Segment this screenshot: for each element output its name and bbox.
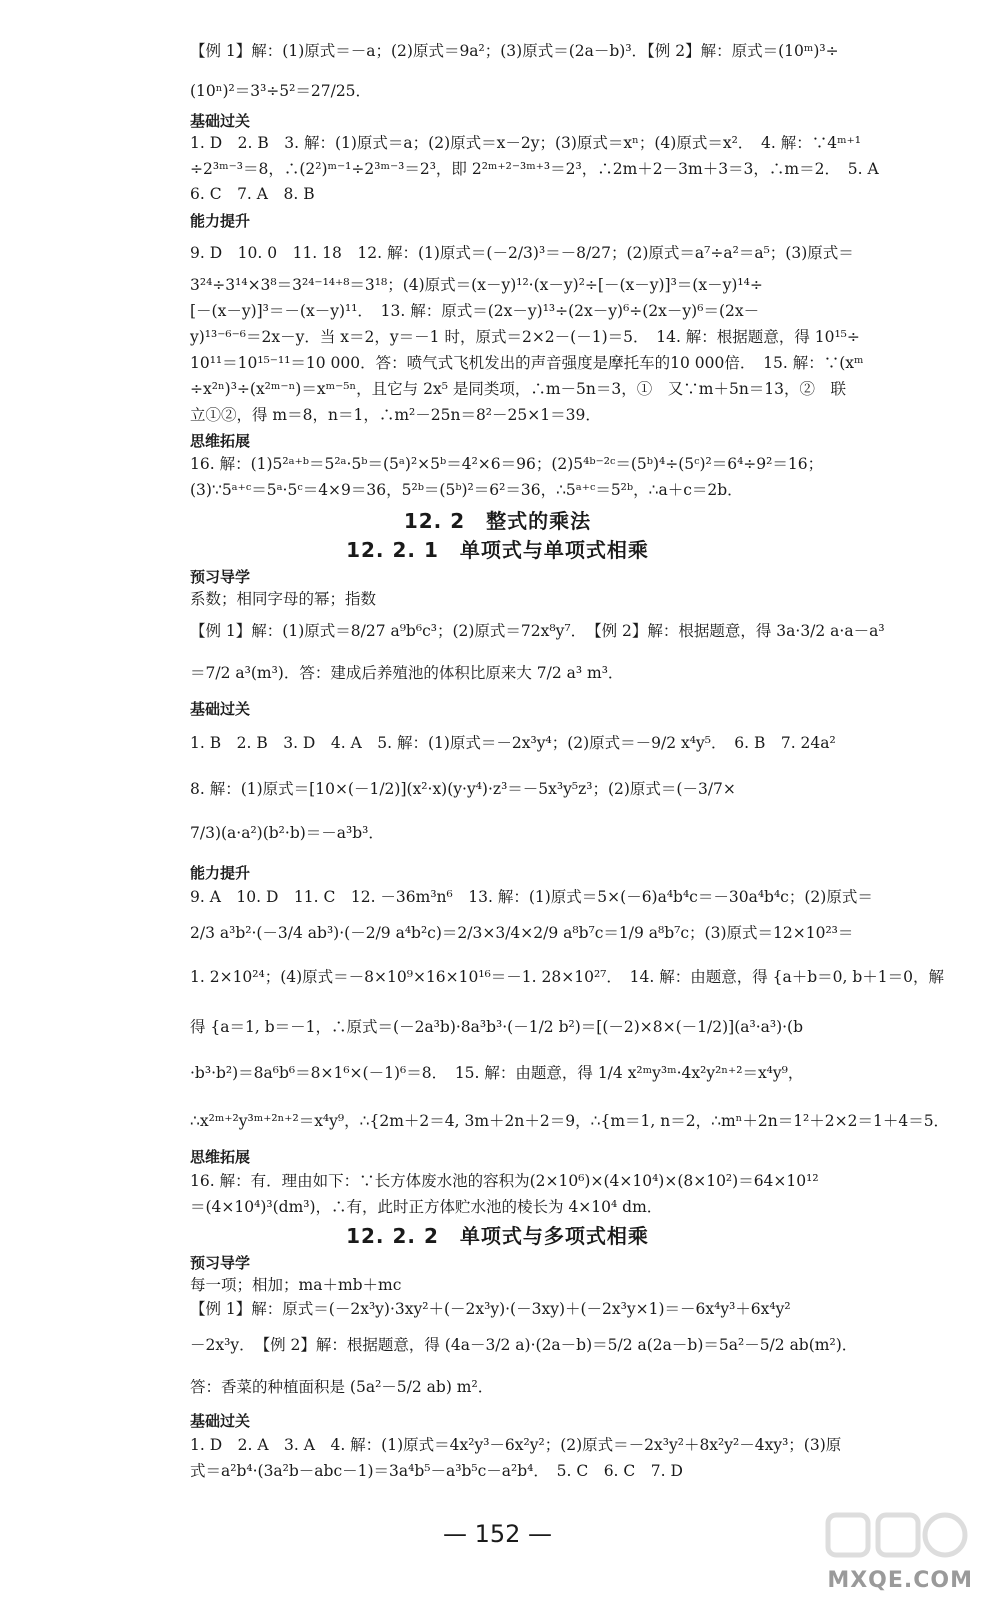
text-line: 3²⁴÷3¹⁴×3⁸＝3²⁴⁻¹⁴⁺⁸＝3¹⁸；(4)原式＝(x－y)¹²·(x－y)²÷[－(x－y)]³＝(x－y)¹⁴÷ bbox=[190, 276, 763, 294]
text-line: ＝(4×10⁴)³(dm³)，∴有，此时正方体贮水池的棱长为 4×10⁴ dm． bbox=[190, 1198, 663, 1216]
section-head: 思维拓展 bbox=[190, 1148, 251, 1166]
text-line: 【例 1】解：原式＝(－2x³y)·3xy²＋(－2x³y)·(－3xy)＋(－2x³y×1)＝－6x⁴y³＋6x⁴y² bbox=[190, 1300, 791, 1318]
section-head: 预习导学 bbox=[190, 1254, 251, 1272]
section-head: 基础过关 bbox=[190, 700, 251, 718]
section-title: 12. 2 整式的乘法 bbox=[403, 509, 592, 533]
text-line: 16. 解：(1)5²ᵃ⁺ᵇ＝5²ᵃ·5ᵇ＝(5ᵃ)²×5ᵇ＝4²×6＝96；(2)5⁴ᵇ⁻²ᶜ＝(5ᵇ)⁴÷(5ᶜ)²＝6⁴÷9²＝16； bbox=[190, 455, 824, 473]
text-line: (3)∵5ᵃ⁺ᶜ＝5ᵃ·5ᶜ＝4×9＝36，5²ᵇ＝(5ᵇ)²＝6²＝36，∴5ᵃ⁺ᶜ＝5²ᵇ，∴a＋c＝2b． bbox=[190, 481, 743, 499]
text-line: 6. C 7. A 8. B bbox=[190, 185, 315, 203]
subsection-title: 12. 2. 2 单项式与多项式相乘 bbox=[346, 1224, 649, 1248]
text-line: 2/3 a³b²·(－3/4 ab³)·(－2/9 a⁴b²c)＝2/3×3/4×2/9 a⁸b⁷c＝1/9 a⁸b⁷c；(3)原式＝12×10²³＝ bbox=[190, 924, 854, 942]
section-head: 能力提升 bbox=[190, 212, 251, 230]
text-line: ÷2³ᵐ⁻³＝8，∴(2²)ᵐ⁻¹÷2³ᵐ⁻³＝2³，即 2²ᵐ⁺²⁻³ᵐ⁺³＝2³，∴2m＋2－3m＋3＝3，∴m＝2． 5. A bbox=[190, 160, 879, 178]
subsection-title: 12. 2. 1 单项式与单项式相乘 bbox=[346, 538, 649, 562]
text-line: 系数；相同字母的幂；指数 bbox=[190, 590, 377, 608]
text-line: [－(x－y)]³＝－(x－y)¹¹． 13. 解：原式＝(2x－y)¹³÷(2x－y)⁶÷(2x－y)⁶＝(2x－ bbox=[190, 302, 760, 320]
text-line: －2x³y． 【例 2】解：根据题意，得 (4a－3/2 a)·(2a－b)＝5/2 a(2a－b)＝5a²－5/2 ab(m²)． bbox=[190, 1336, 858, 1354]
text-line: 1. B 2. B 3. D 4. A 5. 解：(1)原式＝－2x³y⁴；(2)原式＝－9/2 x⁴y⁵． 6. B 7. 24a² bbox=[190, 734, 836, 752]
section-head: 预习导学 bbox=[190, 568, 251, 586]
text-line: 式＝a²b⁴·(3a²b－abc－1)＝3a⁴b⁵－a³b⁵c－a²b⁴． 5. C 6. C 7. D bbox=[190, 1462, 683, 1480]
text-line: 【例 1】解：(1)原式＝8/27 a⁹b⁶c³；(2)原式＝72x⁸y⁷． 【例 2】解：根据题意，得 3a·3/2 a·a－a³ bbox=[190, 622, 885, 640]
text-line: (10ⁿ)²＝3³÷5²＝27/25． bbox=[190, 82, 372, 100]
section-head: 思维拓展 bbox=[190, 432, 251, 450]
text-line: 得 {a＝1, b＝－1，∴原式＝(－2a³b)·8a³b³·(－1/2 b²)＝[(－2)×8×(－1/2)](a³·a³)·(b bbox=[190, 1018, 804, 1036]
text-line: 8. 解：(1)原式＝[10×(－1/2)](x²·x)(y·y⁴)·z³＝－5x³y⁵z³；(2)原式＝(－3/7× bbox=[190, 780, 736, 798]
section-head: 能力提升 bbox=[190, 864, 251, 882]
text-line: 每一项；相加；ma＋mb＋mc bbox=[190, 1276, 402, 1294]
text-line: y)¹³⁻⁶⁻⁶＝2x－y．当 x＝2，y＝－1 时，原式＝2×2－(－1)＝5． 14. 解：根据题意，得 10¹⁵÷ bbox=[190, 328, 860, 346]
section-head: 基础过关 bbox=[190, 112, 251, 130]
text-line: ·b³·b²)＝8a⁶b⁶＝8×1⁶×(－1)⁶＝8． 15. 解：由题意，得 1/4 x²ᵐy³ᵐ·4x²y²ⁿ⁺²＝x⁴y⁹， bbox=[190, 1064, 804, 1082]
page-number: — 152 — bbox=[442, 1520, 553, 1548]
text-line: 16. 解：有．理由如下：∵长方体废水池的容积为(2×10⁶)×(4×10⁴)×(8×10²)＝64×10¹² bbox=[190, 1172, 819, 1190]
text-line: 1. D 2. B 3. 解：(1)原式＝a；(2)原式＝x－2y；(3)原式＝xⁿ；(4)原式＝x²． 4. 解：∵4ᵐ⁺¹ bbox=[190, 134, 862, 152]
text-line: 立①②，得 m＝8，n＝1，∴m²－25n＝8²－25×1＝39． bbox=[190, 406, 601, 424]
text-line: 10¹¹＝10¹⁵⁻¹¹＝10 000．答：喷气式飞机发出的声音强度是摩托车的10 000倍． 15. 解：∵(xᵐ bbox=[190, 354, 864, 372]
text-line: 【例 1】解：(1)原式＝－a；(2)原式＝9a²；(3)原式＝(2a－b)³．【例 2】解：原式＝(10ᵐ)³÷ bbox=[190, 42, 839, 60]
text-line: 1. 2×10²⁴；(4)原式＝－8×10⁹×16×10¹⁶＝－1. 28×10²⁷． 14. 解：由题意，得 {a＋b＝0, b＋1＝0，解 bbox=[190, 968, 945, 986]
section-head: 基础过关 bbox=[190, 1412, 251, 1430]
text-line: ＝7/2 a³(m³)．答：建成后养殖池的体积比原来大 7/2 a³ m³． bbox=[190, 664, 624, 682]
text-line: ÷x²ⁿ)³÷(x²ᵐ⁻ⁿ)＝xᵐ⁻⁵ⁿ，且它与 2x⁵ 是同类项，∴m－5n＝3，① 又∵m＋5n＝13，② 联 bbox=[190, 380, 847, 398]
text-line: ∴x²ᵐ⁺²y³ᵐ⁺²ⁿ⁺²＝x⁴y⁹，∴{2m＋2＝4, 3m＋2n＋2＝9，∴{m＝1, n＝2，∴mⁿ＋2n＝1²＋2×2＝1＋4＝5． bbox=[190, 1112, 950, 1130]
text-line: 1. D 2. A 3. A 4. 解：(1)原式＝4x²y³－6x²y²；(2)原式＝－2x³y²＋8x²y²－4xy³；(3)原 bbox=[190, 1436, 842, 1454]
text-line: 9. D 10. 0 11. 18 12. 解：(1)原式＝(－2/3)³＝－8/27；(2)原式＝a⁷÷a²＝a⁵；(3)原式＝ bbox=[190, 244, 854, 262]
watermark-text: MXQE.COM bbox=[827, 1568, 973, 1593]
text-line: 答：香菜的种植面积是 (5a²－5/2 ab) m²． bbox=[190, 1378, 494, 1396]
text-line: 7/3)(a·a²)(b²·b)＝－a³b³． bbox=[190, 824, 384, 842]
text-line: 9. A 10. D 11. C 12. －36m³n⁶ 13. 解：(1)原式＝5×(－6)a⁴b⁴c＝－30a⁴b⁴c；(2)原式＝ bbox=[190, 888, 873, 906]
